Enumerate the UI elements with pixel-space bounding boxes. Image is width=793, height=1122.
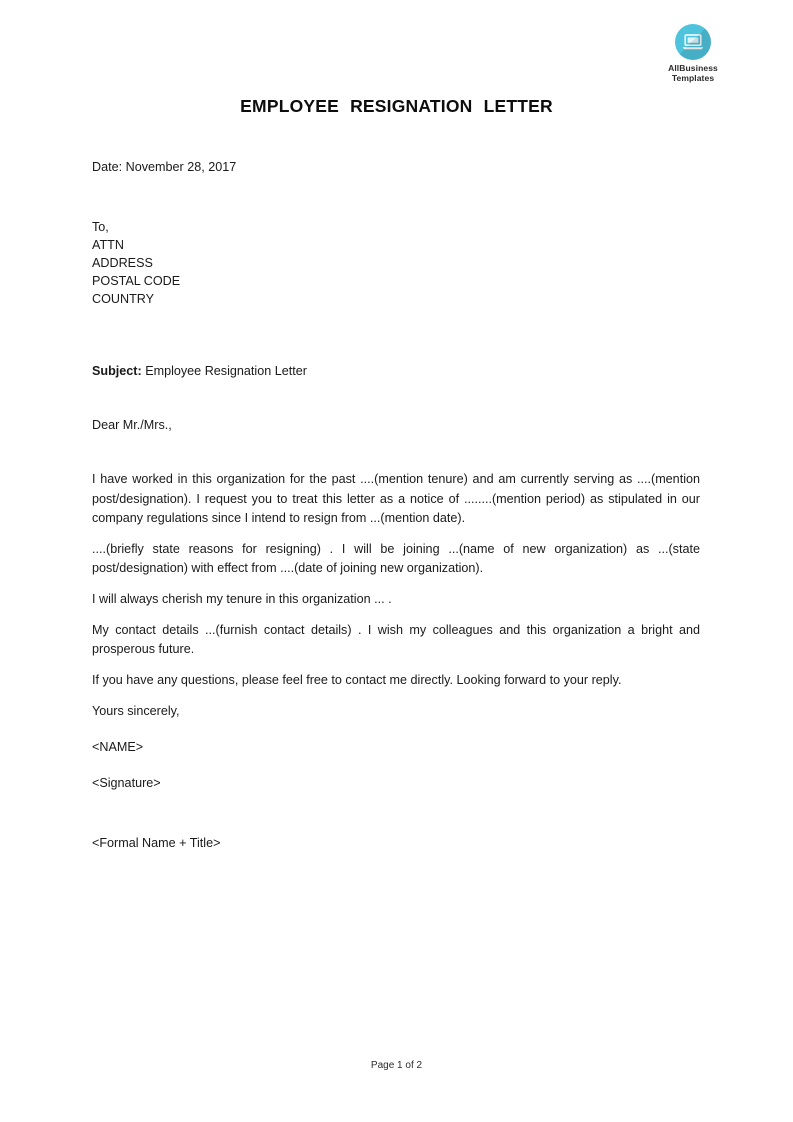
recipient-address: ADDRESS bbox=[92, 256, 153, 270]
subject-line bbox=[92, 362, 700, 380]
spacer bbox=[92, 792, 700, 822]
recipient-block bbox=[92, 218, 700, 308]
date-line: Date: November 28, 2017 bbox=[92, 160, 237, 174]
spacer bbox=[92, 822, 700, 834]
subject-label: Subject: bbox=[92, 364, 142, 378]
recipient-attn: ATTN bbox=[92, 238, 124, 252]
paragraph: I will always cherish my tenure in this organization ... . bbox=[92, 591, 392, 606]
paragraph: If you have any questions, please feel free to contact me directly. Looking forward to your reply. bbox=[92, 672, 622, 687]
formal-name-placeholder: <Formal Name + Title> bbox=[92, 836, 221, 851]
signature-placeholder: <Signature> bbox=[92, 776, 161, 791]
logo-shadow bbox=[675, 24, 711, 60]
spacer bbox=[92, 720, 700, 738]
spacer bbox=[92, 756, 700, 774]
spacer bbox=[92, 690, 700, 702]
brand-logo bbox=[641, 24, 745, 83]
closing: Yours sincerely, bbox=[92, 704, 180, 719]
spacer bbox=[92, 350, 700, 362]
spacer bbox=[92, 308, 700, 350]
page-footer: Page 1 of 2 bbox=[370, 1060, 423, 1071]
brand-name-line1: AllBusiness bbox=[668, 63, 718, 73]
spacer bbox=[92, 434, 700, 470]
spacer bbox=[92, 176, 700, 218]
page-title: EMPLOYEE RESIGNATION LETTER bbox=[240, 96, 553, 116]
salutation: Dear Mr./Mrs., bbox=[92, 418, 172, 432]
letter-body bbox=[92, 158, 700, 852]
paragraph: My contact details ...(furnish contact details) . I wish my colleagues and this organization a bright and prosperous future. bbox=[92, 622, 700, 657]
brand-name bbox=[641, 63, 745, 83]
spacer bbox=[92, 380, 700, 416]
paragraph: I have worked in this organization for the past ....(mention tenure) and am currently serving as ....(mention post/designation). I request you to treat this letter as a notice of ........(mention period) as stipulated in our company regulations since I intend to resign from ...(mention date). bbox=[92, 472, 700, 526]
paragraph: ....(briefly state reasons for resigning) . I will be joining ...(name of new organization) as ...(state post/designation) with effect from ....(date of joining new organization). bbox=[92, 541, 700, 576]
brand-name-line2: Templates bbox=[671, 73, 715, 83]
subject-value: Employee Resignation Letter bbox=[145, 364, 307, 378]
laptop-icon bbox=[675, 24, 711, 60]
recipient-postal-code: POSTAL CODE bbox=[92, 274, 181, 288]
recipient-to: To, bbox=[92, 220, 109, 234]
name-placeholder: <NAME> bbox=[92, 740, 144, 755]
recipient-country: COUNTRY bbox=[92, 292, 155, 306]
